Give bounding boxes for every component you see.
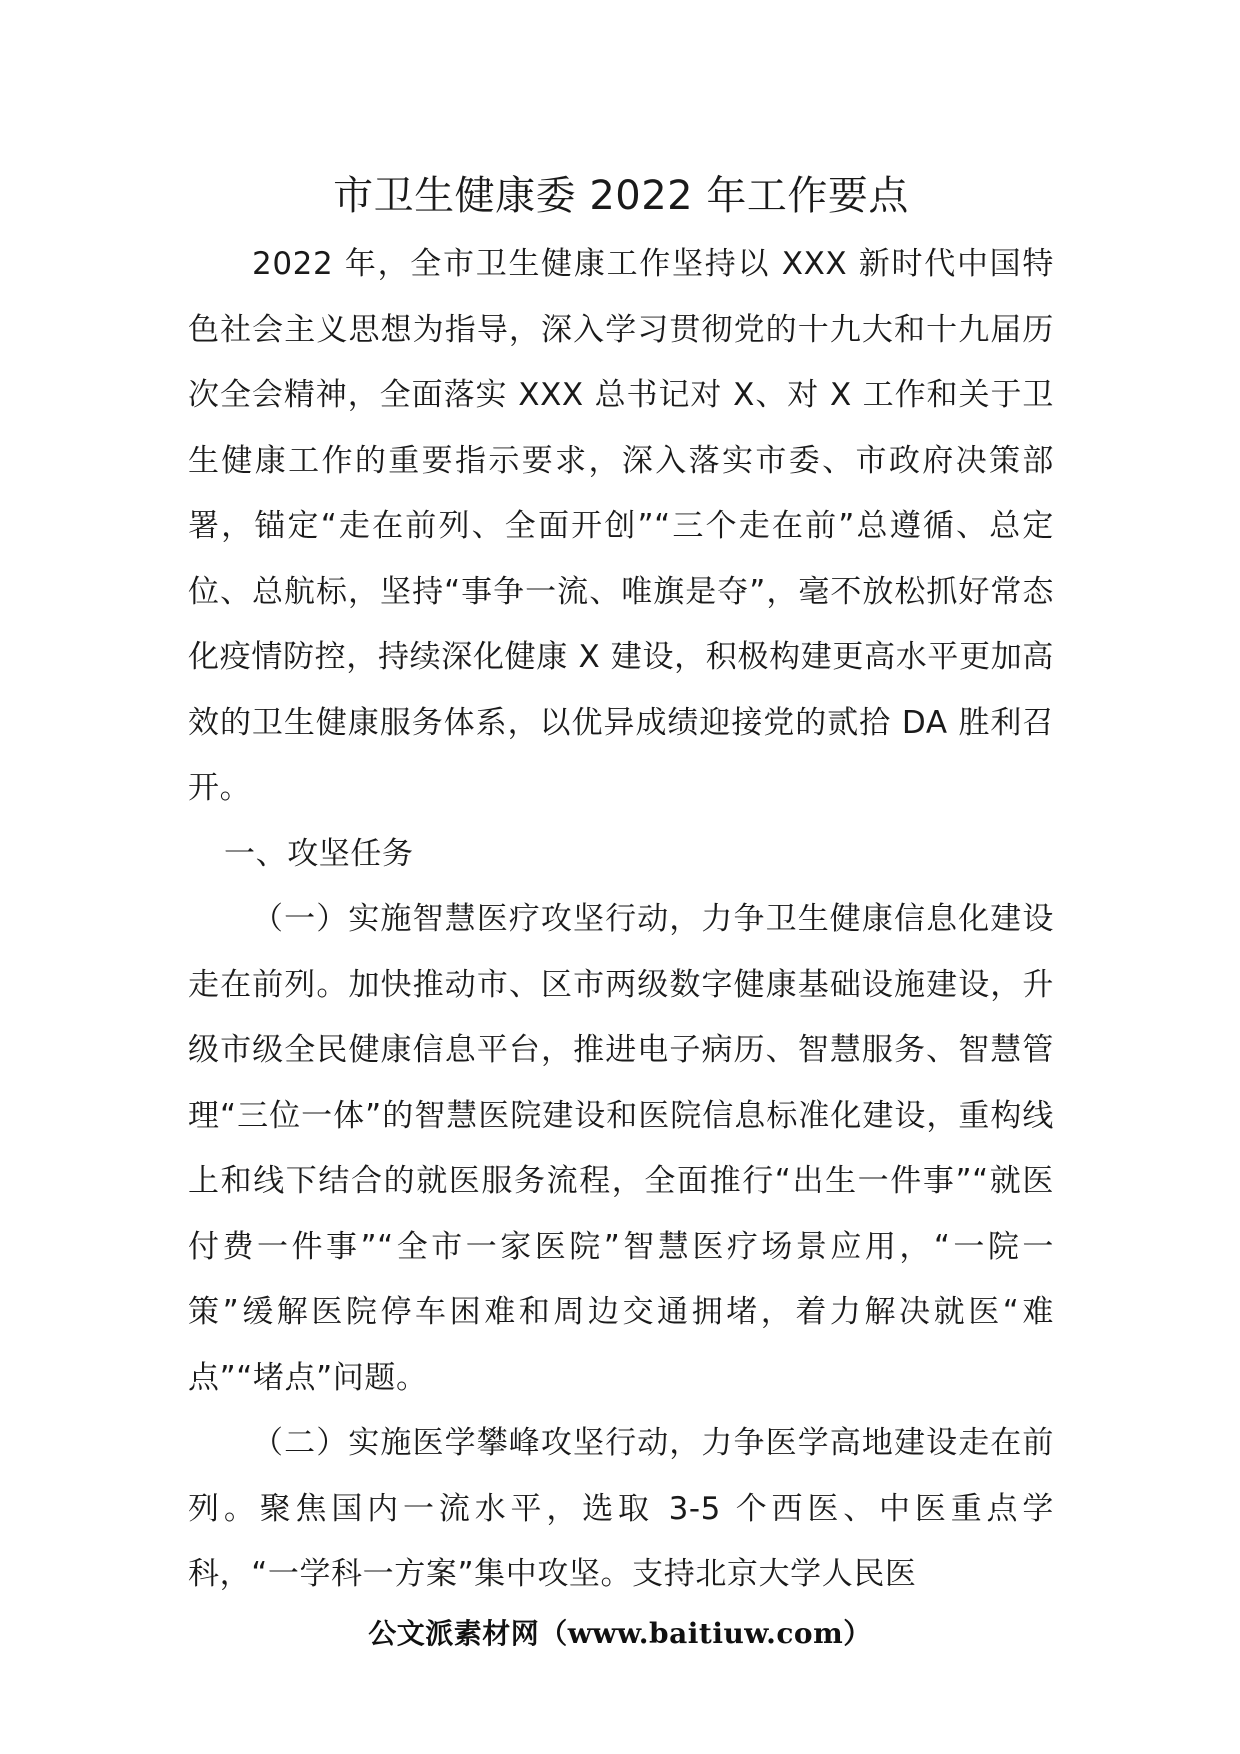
section-heading: 一、攻坚任务 [224,835,414,872]
task-item-1: （一）实施智慧医疗攻坚行动，力争卫生健康信息化建设走在前列。加快推动市、区市两级数字健康基础设施建设，升级市级全民健康信息平台，推进电子病历、智慧服务、智慧管理“三位一体”的智慧医院建设和医院信息标准化建设，重构线上和线下结合的就医服务流程，全面推行“出生一件事”“就医付费一件事”“全市一家医院”智慧医疗场景应用，“一院一策”缓解医院停车困难和周边交通拥堵，着力解决就医“难点”“堵点”问题。 [188,901,1054,1396]
task-item-2: （二）实施医学攀峰攻坚行动，力争医学高地建设走在前列。聚焦国内一流水平，选取 3-5 个西医、中医重点学科，“一学科一方案”集中攻坚。支持北京大学人民医 [188,1425,1054,1592]
intro-paragraph: 2022 年，全市卫生健康工作坚持以 XXX 新时代中国特色社会主义思想为指导，深入学习贯彻党的十九大和十九届历次全会精神，全面落实 XXX 总书记对 X、对 X 工作和关于卫生健康工作的重要指示要求，深入落实市委、市政府决策部署，锚定“走在前列、全面开创”“三个走在前”总遵循、总定位、总航标，坚持“事争一流、唯旗是夺”，毫不放松抓好常态化疫情防控，持续深化健康 X 建设，积极构建更高水平更加高效的卫生健康服务体系，以优异成绩迎接党的贰拾 DA 胜利召开。 [188,246,1054,806]
document-title: 市卫生健康委 2022 年工作要点 [333,173,909,219]
footer-watermark: 公文派素材网（www.baitiuw.com） [368,1617,872,1650]
document-page [188,160,1054,1608]
